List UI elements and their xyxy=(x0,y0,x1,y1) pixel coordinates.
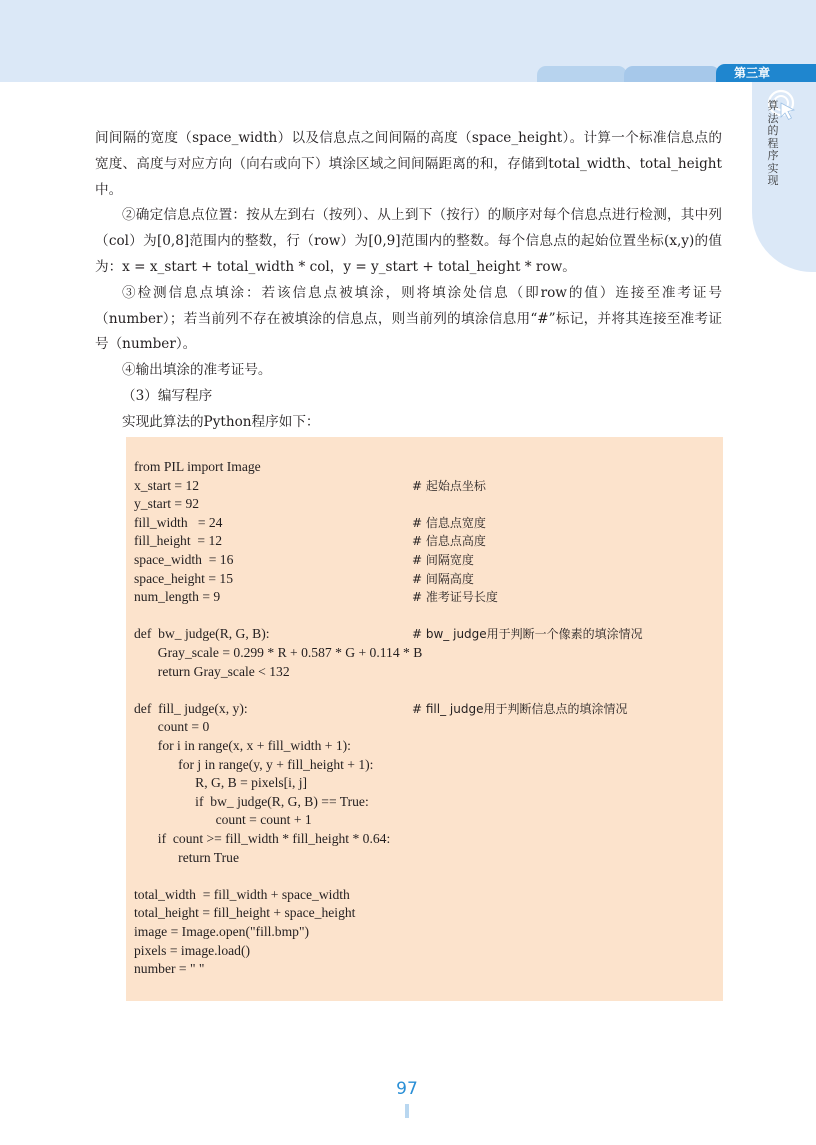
code-line: count = count + 1 xyxy=(134,812,312,828)
code-line: if bw_ judge(R, G, B) == True: xyxy=(134,793,369,809)
paragraph-step-3: ③检测信息点填涂：若该信息点被填涂，则将填涂处信息（即row的值）连接至准考证号（number）；若当前列不存在被填涂的信息点，则当前列的填涂信息用“#”标记，并将其连接至准考证号（number）。 xyxy=(95,284,722,353)
code-line: number = " " xyxy=(134,961,205,977)
chapter-tab: 第三章 xyxy=(716,64,816,82)
page-number: 97 xyxy=(396,1079,418,1099)
code-line: pixels = image.load() xyxy=(134,942,251,958)
code-line xyxy=(134,681,719,700)
code-line: fill_width = 24 # 信息点宽度 xyxy=(134,514,486,530)
code-line: fill_height = 12 # 信息点高度 xyxy=(134,533,486,549)
code-line xyxy=(134,867,719,886)
code-line: num_length = 9 # 准考证号长度 xyxy=(134,589,498,605)
header-tab-decor-1 xyxy=(537,66,627,82)
code-line: total_height = fill_height + space_height xyxy=(134,905,356,921)
code-line: x_start = 12 # 起始点坐标 xyxy=(134,477,486,493)
code-line: total_width = fill_width + space_width xyxy=(134,886,350,902)
code-line: y_start = 92 xyxy=(134,496,200,512)
code-line: R, G, B = pixels[i, j] xyxy=(134,775,308,791)
code-line: if count >= fill_width * fill_height * 0.64: xyxy=(134,831,391,846)
page-number-marker xyxy=(405,1104,409,1118)
paragraph-step-2: ②确定信息点位置：按从左到右（按列）、从上到下（按行）的顺序对每个信息点进行检测，其中列（col）为[0,8]范围内的整数，行（row）为[0,9]范围内的整数。每个信息点的起始位置坐标(x,y)的值为：x = x_start + total_width * col，y = y_start + total_height * row。 xyxy=(95,207,722,275)
code-line: return True xyxy=(134,849,239,865)
code-line: from PIL import Image xyxy=(134,459,261,474)
body-text xyxy=(95,126,722,436)
side-section-title: 算法的程序实现 xyxy=(767,99,779,187)
code-line: Gray_scale = 0.299 * R + 0.587 * G + 0.114 * B xyxy=(134,645,423,660)
code-line: def fill_ judge(x, y): # fill_ judge用于判断信息点的填涂情况 xyxy=(134,700,628,716)
code-line: count = 0 xyxy=(134,719,210,735)
code-line: for j in range(y, y + fill_height + 1): xyxy=(134,756,374,772)
code-line: space_width = 16 # 间隔宽度 xyxy=(134,552,474,567)
code-line: image = Image.open("fill.bmp") xyxy=(134,924,310,939)
code-line: def bw_ judge(R, G, B): # bw_ judge用于判断一个像素的填涂情况 xyxy=(134,626,643,642)
code-line: for i in range(x, x + fill_width + 1): xyxy=(134,738,351,753)
paragraph-step-4: ④输出填涂的准考证号。 xyxy=(122,362,272,379)
paragraph-program-intro: 实现此算法的Python程序如下： xyxy=(122,413,320,430)
code-line: return Gray_scale < 132 xyxy=(134,663,290,679)
code-block xyxy=(126,437,723,1001)
code-line xyxy=(134,607,719,626)
code-line: space_height = 15 # 间隔高度 xyxy=(134,570,474,586)
header-tab-decor-2 xyxy=(624,66,720,82)
paragraph-continued: 间间隔的宽度（space_width）以及信息点之间间隔的高度（space_height）。计算一个标准信息点的宽度、高度与对应方向（向右或向下）填涂区域之间间隔距离的和，存储到total_width、total_height中。 xyxy=(95,130,722,198)
subheading-write-program: （3）编写程序 xyxy=(122,387,213,404)
